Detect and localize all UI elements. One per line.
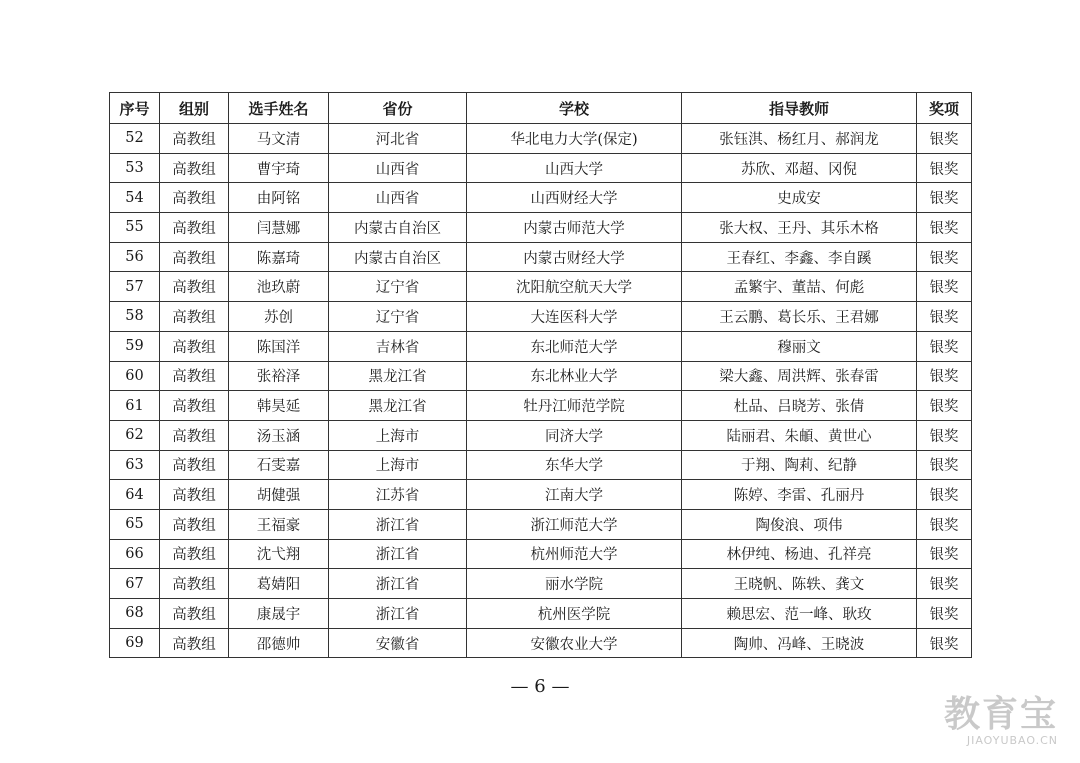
cell-province: 辽宁省 [329, 272, 467, 302]
cell-contestant-name: 苏创 [229, 302, 329, 332]
header-contestant-name: 选手姓名 [229, 93, 329, 124]
header-serial: 序号 [110, 93, 160, 124]
cell-serial: 56 [110, 242, 160, 272]
cell-group: 高教组 [160, 153, 229, 183]
cell-province: 山西省 [329, 183, 467, 213]
cell-school: 大连医科大学 [467, 302, 682, 332]
cell-school: 同济大学 [467, 420, 682, 450]
cell-province: 上海市 [329, 420, 467, 450]
cell-contestant-name: 汤玉涵 [229, 420, 329, 450]
page-number: — 6 — [510, 676, 570, 697]
table-row [110, 599, 972, 629]
cell-group: 高教组 [160, 302, 229, 332]
cell-province: 安徽省 [329, 628, 467, 658]
cell-instructors: 张钰淇、杨红月、郝润龙 [682, 124, 917, 154]
watermark-logo [944, 695, 1058, 747]
cell-province: 浙江省 [329, 599, 467, 629]
table-row [110, 539, 972, 569]
cell-school: 东北林业大学 [467, 361, 682, 391]
cell-award: 银奖 [917, 361, 972, 391]
cell-school: 山西大学 [467, 153, 682, 183]
cell-award: 银奖 [917, 183, 972, 213]
cell-serial: 57 [110, 272, 160, 302]
cell-instructors: 孟繁宇、董喆、何彪 [682, 272, 917, 302]
table-row [110, 242, 972, 272]
header-instructors: 指导教师 [682, 93, 917, 124]
table-row [110, 450, 972, 480]
cell-contestant-name: 由阿铭 [229, 183, 329, 213]
cell-instructors: 穆丽文 [682, 331, 917, 361]
cell-school: 杭州师范大学 [467, 539, 682, 569]
table-row [110, 331, 972, 361]
cell-contestant-name: 马文清 [229, 124, 329, 154]
cell-serial: 53 [110, 153, 160, 183]
cell-group: 高教组 [160, 480, 229, 510]
table-row [110, 124, 972, 154]
cell-instructors: 史成安 [682, 183, 917, 213]
cell-instructors: 陶帅、冯峰、王晓波 [682, 628, 917, 658]
cell-award: 银奖 [917, 569, 972, 599]
cell-instructors: 张大权、王丹、其乐木格 [682, 213, 917, 243]
cell-award: 银奖 [917, 272, 972, 302]
cell-instructors: 梁大鑫、周洪辉、张春雷 [682, 361, 917, 391]
watermark-sub-text: JIAOYUBAO.CN [966, 734, 1058, 747]
cell-group: 高教组 [160, 539, 229, 569]
cell-province: 河北省 [329, 124, 467, 154]
cell-province: 浙江省 [329, 539, 467, 569]
cell-contestant-name: 闫慧娜 [229, 213, 329, 243]
cell-award: 银奖 [917, 331, 972, 361]
table-row [110, 569, 972, 599]
cell-serial: 67 [110, 569, 160, 599]
table-row [110, 480, 972, 510]
cell-award: 银奖 [917, 302, 972, 332]
cell-instructors: 王晓帆、陈轶、龚文 [682, 569, 917, 599]
header-school: 学校 [467, 93, 682, 124]
cell-group: 高教组 [160, 569, 229, 599]
cell-serial: 68 [110, 599, 160, 629]
cell-group: 高教组 [160, 599, 229, 629]
cell-group: 高教组 [160, 450, 229, 480]
cell-serial: 65 [110, 509, 160, 539]
cell-province: 黑龙江省 [329, 361, 467, 391]
cell-serial: 52 [110, 124, 160, 154]
table-row [110, 361, 972, 391]
cell-school: 东北师范大学 [467, 331, 682, 361]
cell-serial: 55 [110, 213, 160, 243]
cell-province: 内蒙古自治区 [329, 213, 467, 243]
cell-province: 内蒙古自治区 [329, 242, 467, 272]
cell-contestant-name: 沈弋翔 [229, 539, 329, 569]
cell-group: 高教组 [160, 213, 229, 243]
cell-instructors: 林伊纯、杨迪、孔祥亮 [682, 539, 917, 569]
cell-serial: 64 [110, 480, 160, 510]
table-header-row [110, 93, 972, 124]
cell-award: 银奖 [917, 420, 972, 450]
cell-school: 杭州医学院 [467, 599, 682, 629]
cell-school: 牡丹江师范学院 [467, 391, 682, 421]
cell-serial: 59 [110, 331, 160, 361]
cell-school: 内蒙古师范大学 [467, 213, 682, 243]
table-row [110, 628, 972, 658]
cell-instructors: 陆丽君、朱頔、黄世心 [682, 420, 917, 450]
cell-school: 江南大学 [467, 480, 682, 510]
cell-contestant-name: 石雯嘉 [229, 450, 329, 480]
cell-province: 黑龙江省 [329, 391, 467, 421]
cell-contestant-name: 康晟宇 [229, 599, 329, 629]
cell-serial: 62 [110, 420, 160, 450]
cell-group: 高教组 [160, 509, 229, 539]
table-row [110, 420, 972, 450]
table-row [110, 183, 972, 213]
cell-serial: 54 [110, 183, 160, 213]
cell-school: 沈阳航空航天大学 [467, 272, 682, 302]
cell-contestant-name: 葛婧阳 [229, 569, 329, 599]
cell-award: 银奖 [917, 509, 972, 539]
cell-school: 浙江师范大学 [467, 509, 682, 539]
cell-instructors: 杜品、吕晓芳、张倩 [682, 391, 917, 421]
cell-province: 上海市 [329, 450, 467, 480]
header-award: 奖项 [917, 93, 972, 124]
table-row [110, 272, 972, 302]
cell-instructors: 苏欣、邓超、冈倪 [682, 153, 917, 183]
cell-instructors: 赖思宏、范一峰、耿玫 [682, 599, 917, 629]
cell-group: 高教组 [160, 420, 229, 450]
cell-school: 内蒙古财经大学 [467, 242, 682, 272]
header-province: 省份 [329, 93, 467, 124]
cell-serial: 61 [110, 391, 160, 421]
table-row [110, 302, 972, 332]
cell-province: 辽宁省 [329, 302, 467, 332]
cell-group: 高教组 [160, 124, 229, 154]
cell-contestant-name: 胡健强 [229, 480, 329, 510]
table-row [110, 153, 972, 183]
cell-contestant-name: 陈国洋 [229, 331, 329, 361]
cell-province: 吉林省 [329, 331, 467, 361]
cell-group: 高教组 [160, 331, 229, 361]
cell-school: 安徽农业大学 [467, 628, 682, 658]
cell-instructors: 王云鹏、葛长乐、王君娜 [682, 302, 917, 332]
cell-group: 高教组 [160, 361, 229, 391]
cell-province: 浙江省 [329, 509, 467, 539]
cell-province: 浙江省 [329, 569, 467, 599]
cell-group: 高教组 [160, 183, 229, 213]
cell-instructors: 陈婷、李雷、孔丽丹 [682, 480, 917, 510]
cell-award: 银奖 [917, 124, 972, 154]
cell-school: 华北电力大学(保定) [467, 124, 682, 154]
award-table-container [109, 92, 971, 658]
table-body [110, 124, 972, 658]
header-group: 组别 [160, 93, 229, 124]
cell-serial: 58 [110, 302, 160, 332]
table-row [110, 213, 972, 243]
cell-school: 山西财经大学 [467, 183, 682, 213]
cell-award: 银奖 [917, 480, 972, 510]
cell-group: 高教组 [160, 391, 229, 421]
table-row [110, 391, 972, 421]
cell-award: 银奖 [917, 599, 972, 629]
cell-contestant-name: 陈嘉琦 [229, 242, 329, 272]
cell-instructors: 陶俊浪、项伟 [682, 509, 917, 539]
cell-award: 银奖 [917, 628, 972, 658]
cell-province: 山西省 [329, 153, 467, 183]
cell-contestant-name: 韩昊延 [229, 391, 329, 421]
cell-award: 银奖 [917, 391, 972, 421]
cell-contestant-name: 张裕泽 [229, 361, 329, 391]
cell-serial: 66 [110, 539, 160, 569]
cell-serial: 60 [110, 361, 160, 391]
cell-contestant-name: 曹宇琦 [229, 153, 329, 183]
award-table [109, 92, 972, 658]
cell-instructors: 于翔、陶莉、纪静 [682, 450, 917, 480]
cell-province: 江苏省 [329, 480, 467, 510]
cell-award: 银奖 [917, 450, 972, 480]
cell-award: 银奖 [917, 539, 972, 569]
cell-contestant-name: 池玖蔚 [229, 272, 329, 302]
cell-contestant-name: 邵德帅 [229, 628, 329, 658]
cell-group: 高教组 [160, 628, 229, 658]
cell-group: 高教组 [160, 242, 229, 272]
watermark-main-text: 教育宝 [943, 694, 1058, 735]
cell-award: 银奖 [917, 213, 972, 243]
table-row [110, 509, 972, 539]
cell-contestant-name: 王福豪 [229, 509, 329, 539]
cell-school: 东华大学 [467, 450, 682, 480]
cell-group: 高教组 [160, 272, 229, 302]
cell-award: 银奖 [917, 153, 972, 183]
cell-instructors: 王春红、李鑫、李自蹊 [682, 242, 917, 272]
cell-serial: 69 [110, 628, 160, 658]
cell-serial: 63 [110, 450, 160, 480]
cell-award: 银奖 [917, 242, 972, 272]
cell-school: 丽水学院 [467, 569, 682, 599]
